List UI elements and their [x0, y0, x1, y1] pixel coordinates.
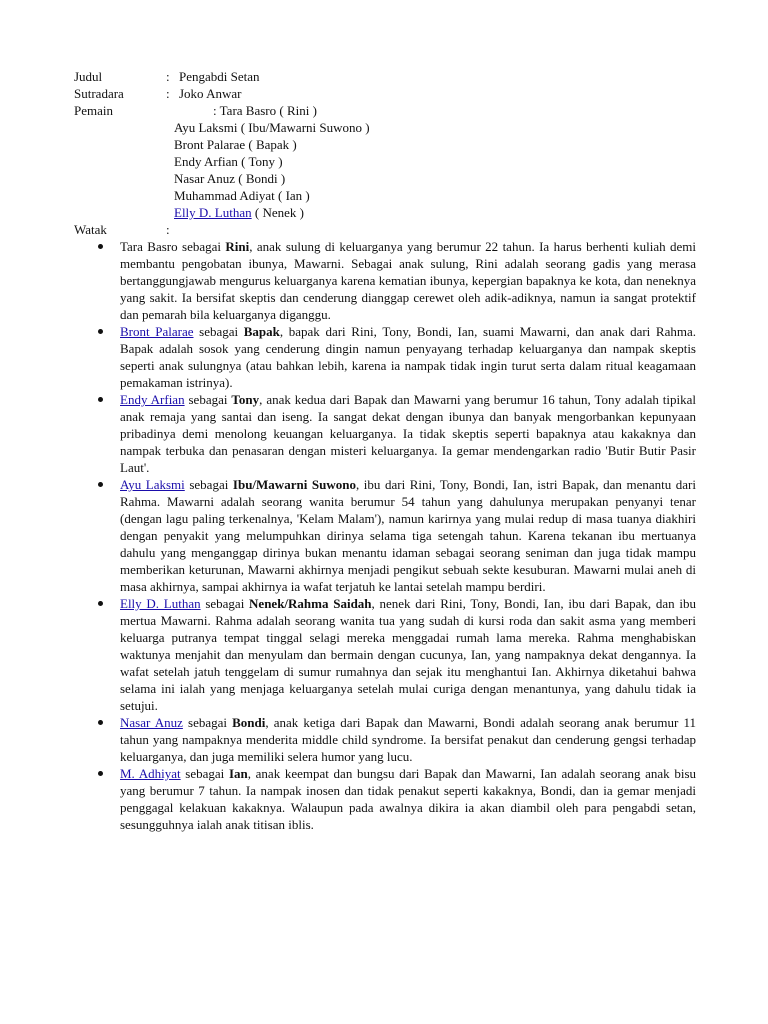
colon: : [166, 69, 170, 84]
watak-paragraph: Tara Basro sebagai Rini, anak sulung di keluarganya yang berumur 22 tahun. Ia harus berhenti kuliah demi membantu pengobatan ibunya, Mawarni. Sebagai anak sulung, Rini adalah seorang gadis yang merasa bertanggungjawab mengurus keluarganya karena kematian ibunya, kepergian bapaknya ke kota, dan neneknya yang sakit. Ia bersifat skeptis dan cenderung dianggap cerewet oleh adik-adiknya, namun ia sangat protektif dan pemarah bila keluarganya diganggu. [120, 239, 697, 322]
list-item [74, 714, 696, 765]
bullet-icon [98, 601, 103, 606]
colon: : [166, 86, 170, 101]
list-item [74, 391, 696, 476]
colon: : [166, 222, 170, 237]
actor-link[interactable]: M. Adhiyat [120, 766, 181, 781]
pemain-label: Pemain [74, 103, 113, 118]
bullet-icon [98, 482, 103, 487]
pemain-row [74, 102, 696, 119]
sutradara-label: Sutradara [74, 86, 124, 101]
cast-item: Elly D. Luthan ( Nenek ) [174, 205, 304, 220]
sutradara-value: Joko Anwar [179, 86, 242, 101]
list-item [74, 476, 696, 595]
list-item [74, 238, 696, 323]
cast-item: Tara Basro ( Rini ) [219, 103, 317, 118]
watak-paragraph: Nasar Anuz sebagai Bondi, anak ketiga dari Bapak dan Mawarni, Bondi adalah seorang anak berumur 11 tahun yang nampaknya menderita middle child syndrome. Ia bersifat penakut dan cenderung gengsi terhadap keluarganya, dan juga memiliki selera humor yang lucu. [120, 715, 697, 764]
actor-link[interactable]: Bront Palarae [120, 324, 194, 339]
judul-label: Judul [74, 69, 103, 84]
colon: : [213, 103, 217, 118]
list-item [74, 595, 696, 714]
bullet-icon [98, 720, 103, 725]
pemain-first [213, 102, 317, 119]
watak-paragraph: M. Adhiyat sebagai Ian, anak keempat dan bungsu dari Bapak dan Mawarni, Ian adalah seorang anak bisu yang berumur 7 tahun. Ia nampak inosen dan tidak penakut seperti kakaknya, Bondi, dan ia gemar menjadi penggagal kelakuan kakaknya. Walaupun pada awalnya dikira ia akan diambil oleh para pengabdi setan, sesungguhnya ialah anak titisan iblis. [120, 766, 697, 832]
actor-link[interactable]: Nasar Anuz [120, 715, 183, 730]
cast-item: Ayu Laksmi ( Ibu/Mawarni Suwono ) [174, 120, 370, 135]
bullet-icon [98, 771, 103, 776]
watak-paragraph: Bront Palarae sebagai Bapak, bapak dari Rini, Tony, Bondi, Ian, suami Mawarni, dan anak dari Rahma. Bapak adalah sosok yang cenderung dingin namun penyayang terhadap keluarganya dan nampak skeptis seperti anak sulungnya (atau bahkan lebih, karena ia nampak tidak ingin turut serta dalam ritual keagamaan pemakaman istrinya). [120, 324, 696, 390]
cast-item: Nasar Anuz ( Bondi ) [174, 171, 286, 186]
cast-item: Endy Arfian ( Tony ) [174, 154, 283, 169]
watak-list [74, 238, 696, 833]
bullet-icon [98, 244, 103, 249]
watak-paragraph: Ayu Laksmi sebagai Ibu/Mawarni Suwono, ibu dari Rini, Tony, Bondi, Ian, istri Bapak, dan menantu dari Rahma. Mawarni adalah seorang wanita berumur 54 tahun yang dahulunya merupakan penyanyi tenar (dengan lagu paling terkenalnya, 'Kelam Malam'), namun karirnya yang mulai redup di masa tuanya diakhiri dengan penyakit yang melumpuhkan dirinya selama tiga setengah tahun. Karena tekanan ibu mertuanya dahulu yang menganggap dirinya bukan menantu idaman sebagai seorang seniman dan juga tidak mampu memberikan keturunan, Mawarni akhirnya menjadi pengikut sebuah sekte kesuburan. Mawarni mulai aneh di masa akhirnya, sampai akhirnya ia wafat terjatuh ke lantai setelah mampu berdiri. [120, 477, 697, 594]
cast-item: Muhammad Adiyat ( Ian ) [174, 188, 310, 203]
watak-paragraph: Elly D. Luthan sebagai Nenek/Rahma Saidah, nenek dari Rini, Tony, Bondi, Ian, ibu dari Bapak, dan ibu mertua Mawarni. Rahma adalah seorang wanita tua yang sudah di kursi roda dan sakit asma yang memberi keluarga putranya tempat tinggal selagi mereka menggadai rumah lama mereka. Rahma menghabiskan waktunya menjahit dan menyulam dan bermain dengan cucunya, Ian, yang nampaknya dekat dengannya. Ia wafat setelah jatuh tenggelam di sumur rumahnya dan sejak itu menghantui Ian. Akhirnya diketahui bahwa selama ini ialah yang menjaga keluarganya setelah mulai curiga dengan menantunya, yang dahulu tidak ia setujui. [120, 596, 696, 713]
bullet-icon [98, 397, 103, 402]
judul-row [74, 68, 696, 85]
list-item [74, 765, 696, 833]
actor-link[interactable]: Elly D. Luthan [120, 596, 201, 611]
document-page [74, 68, 696, 833]
watak-label: Watak [74, 222, 107, 237]
cast-list [174, 119, 696, 221]
actor-link[interactable]: Ayu Laksmi [120, 477, 185, 492]
bullet-icon [98, 329, 103, 334]
actor-link[interactable]: Endy Arfian [120, 392, 185, 407]
cast-item: Bront Palarae ( Bapak ) [174, 137, 297, 152]
watak-row [74, 221, 696, 238]
actor-link[interactable]: Elly D. Luthan [174, 205, 252, 220]
watak-paragraph: Endy Arfian sebagai Tony, anak kedua dari Bapak dan Mawarni yang berumur 16 tahun, Tony adalah tipikal anak remaja yang santai dan iseng. Ia sangat dekat dengan ibunya dan banyak mengorbankan kepunyaan pribadinya demi menolong keuangan keluarganya. Ia tidak skeptis seperti bapaknya atau kakaknya dan nampak terbuka dan penasaran dengan misteri keluarganya. Ia gemar mendengarkan radio 'Butir Butir Pasir Laut'. [120, 392, 696, 475]
list-item [74, 323, 696, 391]
judul-value: Pengabdi Setan [179, 69, 260, 84]
sutradara-row [74, 85, 696, 102]
